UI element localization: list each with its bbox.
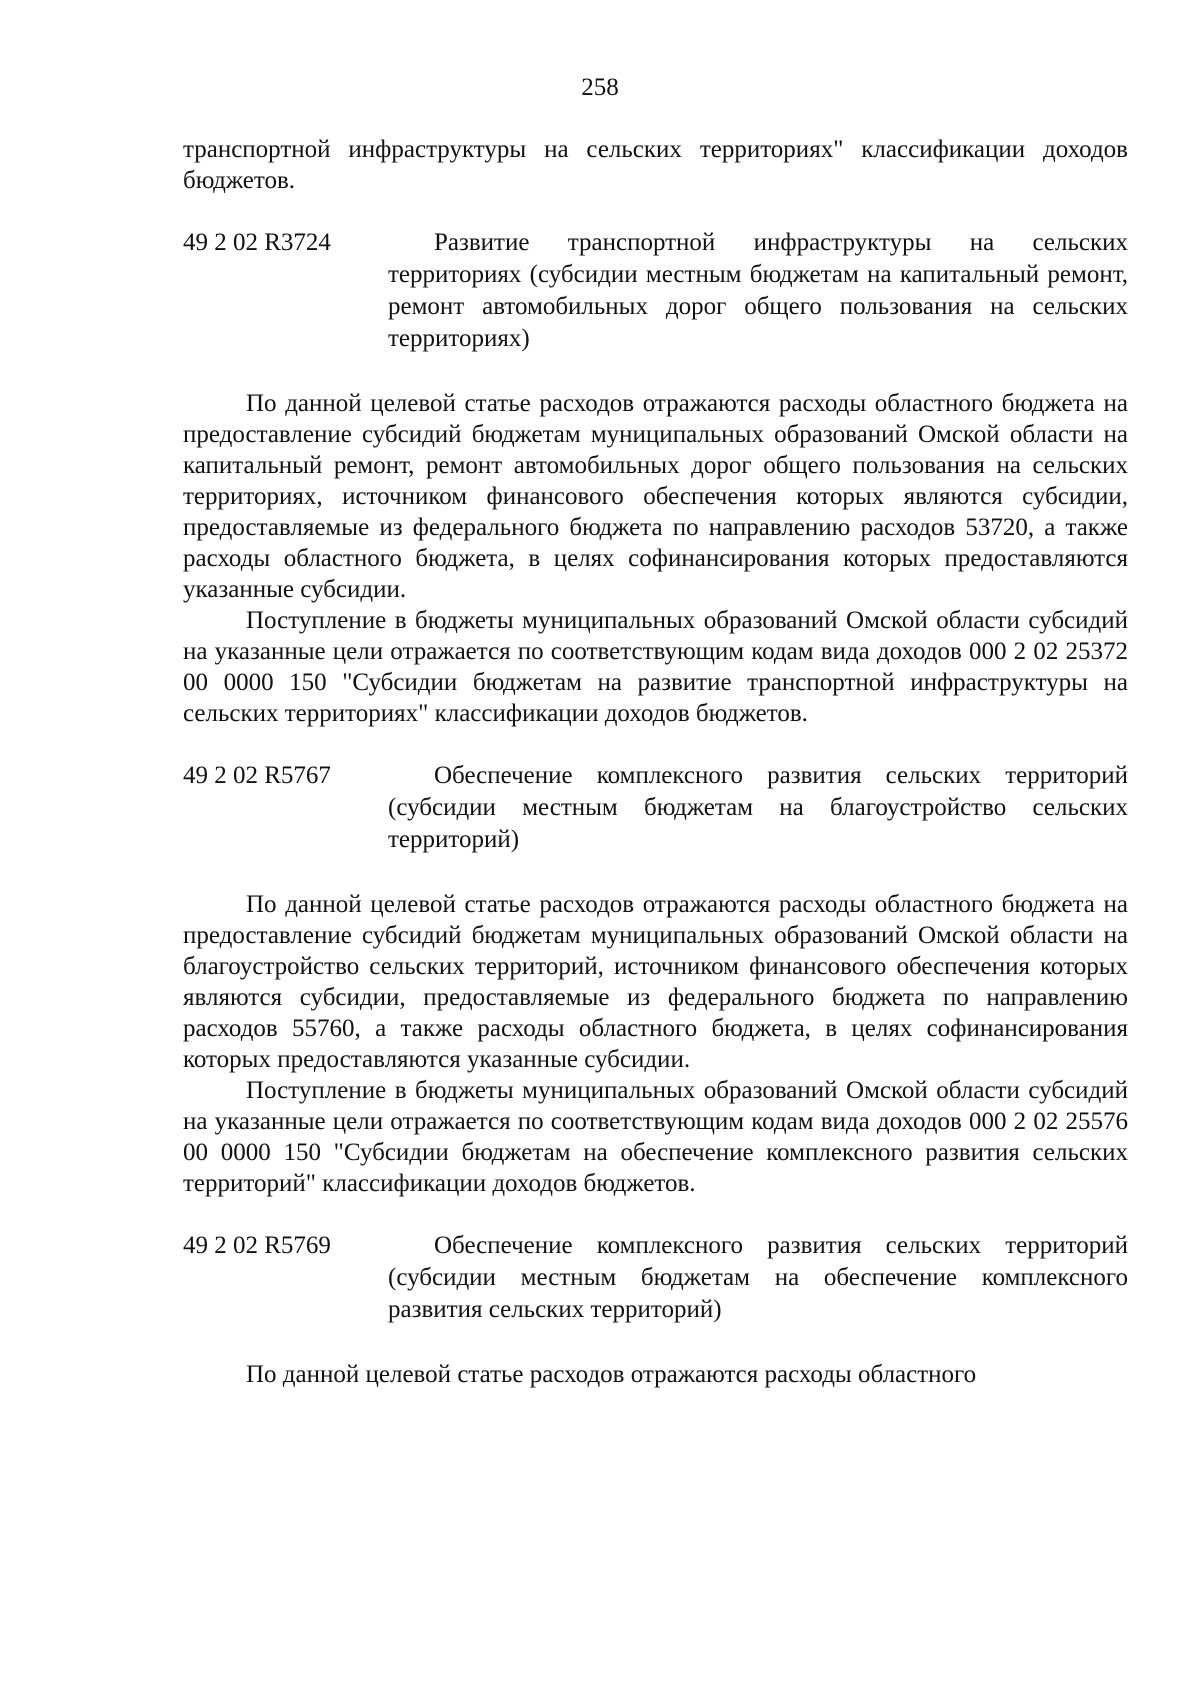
paragraph: Поступление в бюджеты муниципальных образований Омской области субсидий на указанные цели отражается по соответствующим кодам вида доходов 000 2 02 25576 00 0000 150 "Субсидии бюджетам на обеспечение комплексного развития сельских территорий" классификации доходов бюджетов. [183,1077,1128,1197]
article-title: Развитие транспортной инфраструктуры на сельских территориях (субсидии местным бюджетам на капитальный ремонт, ремонт автомобильных дорог общего пользования на сельских территориях) [388,229,1128,352]
article-title: Обеспечение комплексного развития сельских территорий (субсидии местным бюджетам на обеспечение комплексного развития сельских территорий) [388,1232,1128,1323]
target-article-entry-r3724 [183,227,1128,355]
paragraph: Поступление в бюджеты муниципальных образований Омской области субсидий на указанные цели отражается по соответствующим кодам вида доходов 000 2 02 25372 00 0000 150 "Субсидии бюджетам на развитие транспортной инфраструктуры на сельских территориях" классификации доходов бюджетов. [183,607,1128,727]
article-code: 49 2 02 R5769 [183,1232,331,1259]
article-title: Обеспечение комплексного развития сельских территорий (субсидии местным бюджетам на благоустройство сельских территорий) [388,762,1128,853]
page-number: 258 [581,74,619,101]
target-article-entry-r5767 [183,760,1128,856]
intro-paragraph-tail: транспортной инфраструктуры на сельских территориях" классификации доходов бюджетов. [183,136,1128,194]
article-code: 49 2 02 R5767 [183,762,331,789]
paragraph: По данной целевой статье расходов отражаются расходы областного бюджета на предоставление субсидий бюджетам муниципальных образований Омской области на благоустройство сельских территорий, источником финансового обеспечения которых являются субсидии, предоставляемые из федерального бюджета по направлению расходов 55760, а также расходы областного бюджета, в целях софинансирования которых предоставляются указанные субсидии. [183,891,1128,1073]
paragraph: По данной целевой статье расходов отражаются расходы областного бюджета на предоставление субсидий бюджетам муниципальных образований Омской области на капитальный ремонт, ремонт автомобильных дорог общего пользования на сельских территориях, источником финансового обеспечения которых являются субсидии, предоставляемые из федерального бюджета по направлению расходов 53720, а также расходы областного бюджета, в целях софинансирования которых предоставляются указанные субсидии. [183,390,1128,603]
document-body [183,134,1128,1390]
article-code: 49 2 02 R3724 [183,229,331,256]
paragraph: По данной целевой статье расходов отражаются расходы областного [246,1361,977,1388]
target-article-entry-r5769 [183,1230,1128,1326]
